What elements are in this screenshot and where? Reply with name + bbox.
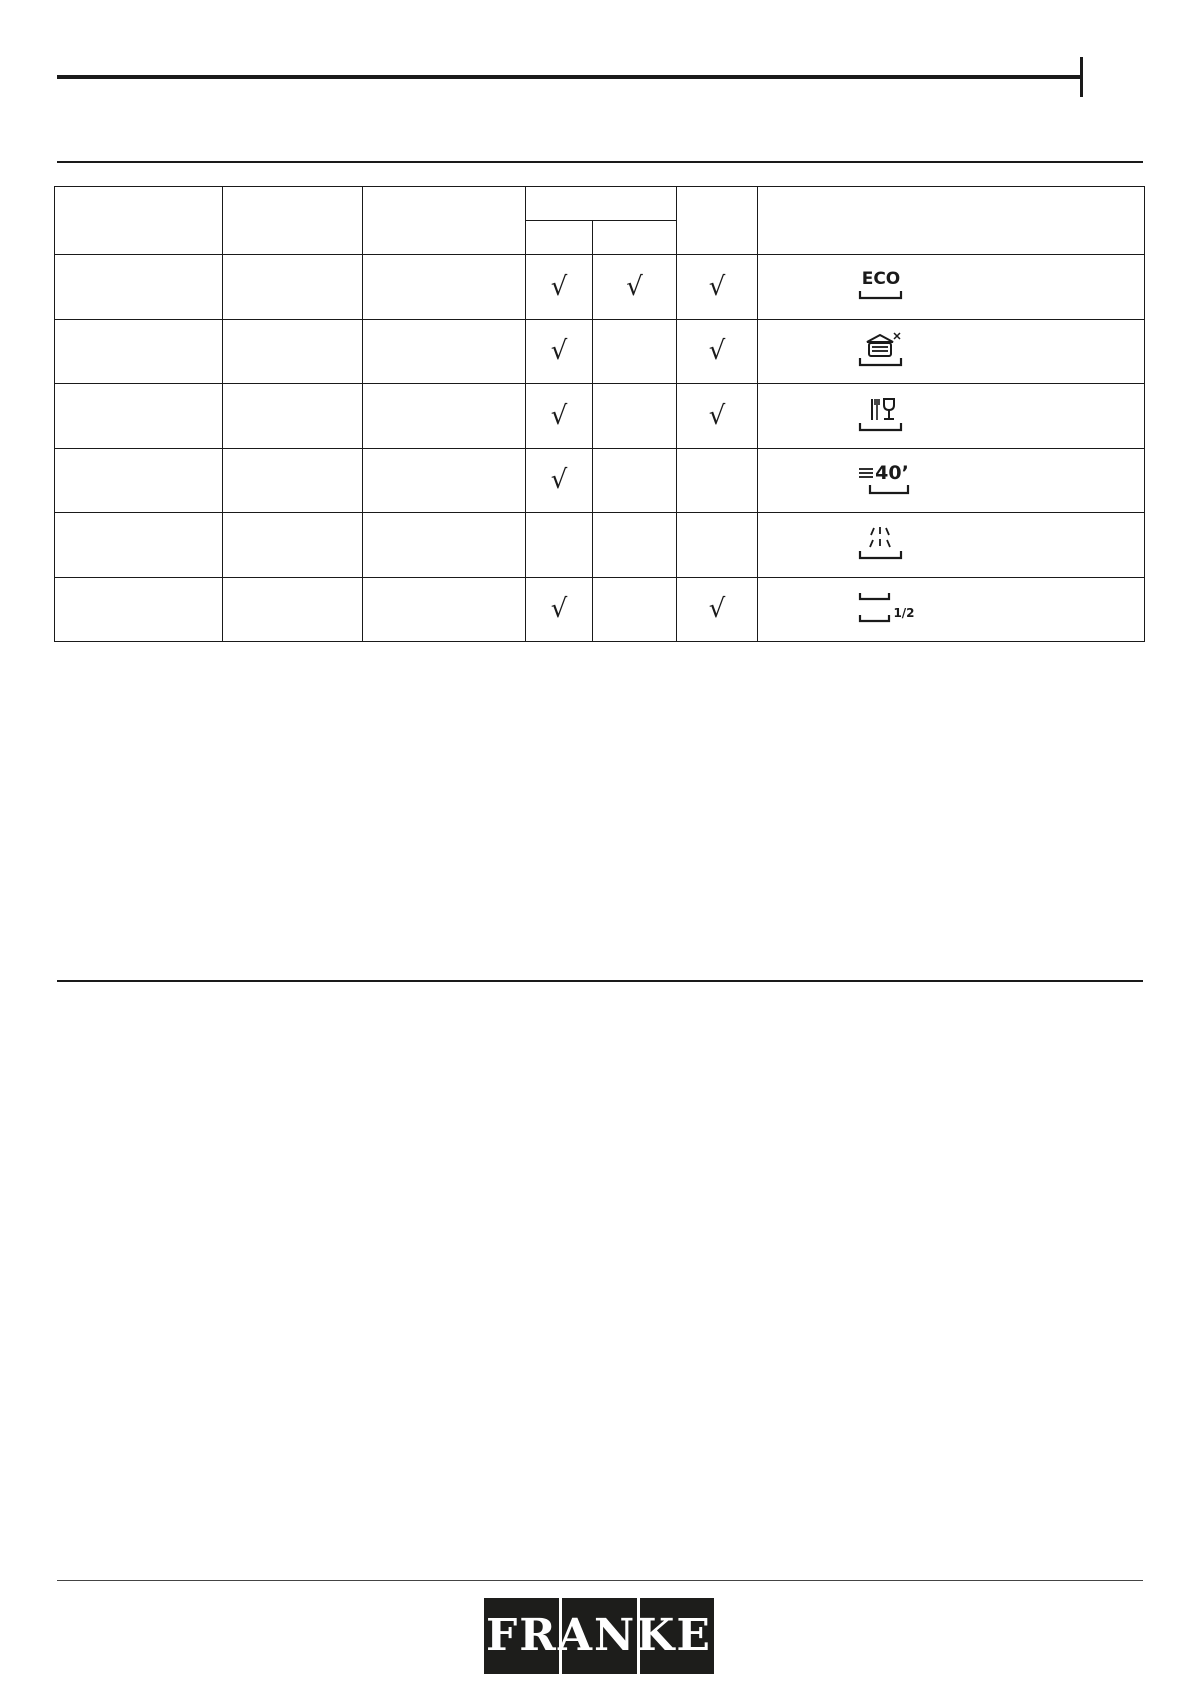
program-icon-cell	[758, 448, 1145, 513]
check-cell	[526, 319, 593, 384]
check-cell	[526, 384, 593, 449]
table-cell	[363, 513, 526, 578]
logo-text: FRANKE	[486, 1610, 712, 1661]
table-cell	[363, 255, 526, 320]
table-cell	[223, 384, 363, 449]
table-header-row	[55, 187, 1145, 221]
check-cell	[677, 448, 758, 513]
checkmark-icon: √	[708, 271, 726, 302]
header-cell	[223, 187, 363, 255]
table-cell	[363, 577, 526, 642]
check-cell	[526, 577, 593, 642]
header-cell	[55, 187, 223, 255]
subheader-cell	[593, 221, 677, 255]
table-row	[55, 513, 1145, 578]
checkmark-icon: √	[550, 336, 568, 367]
table-cell	[55, 513, 223, 578]
table-cell	[223, 577, 363, 642]
check-cell	[593, 513, 677, 578]
table-cell	[55, 448, 223, 513]
table-row	[55, 255, 1145, 320]
svg-text:40’: 40’	[875, 462, 909, 485]
section-divider-2	[57, 980, 1143, 982]
checkmark-icon: √	[550, 594, 568, 625]
header-cell-group	[526, 187, 677, 221]
check-cell	[526, 255, 593, 320]
svg-text:1/2: 1/2	[893, 606, 915, 621]
footer-divider	[57, 1580, 1143, 1581]
intensive-pot-icon	[848, 328, 918, 374]
program-table	[54, 186, 1145, 642]
svg-text:ECO: ECO	[861, 268, 901, 289]
program-icon-cell	[758, 577, 1145, 642]
table-row	[55, 319, 1145, 384]
check-cell	[593, 319, 677, 384]
check-cell	[677, 319, 758, 384]
program-icon-cell	[758, 384, 1145, 449]
table-cell	[223, 448, 363, 513]
program-icon-cell	[758, 319, 1145, 384]
check-cell	[593, 577, 677, 642]
check-cell	[677, 384, 758, 449]
checkmark-icon: √	[708, 594, 726, 625]
table-row	[55, 384, 1145, 449]
half-load-icon	[848, 586, 918, 632]
quick-40-icon	[848, 457, 918, 503]
check-cell	[677, 577, 758, 642]
table-cell	[363, 384, 526, 449]
header-cell	[677, 187, 758, 255]
subheader-cell	[526, 221, 593, 255]
checkmark-icon: √	[550, 465, 568, 496]
check-cell	[593, 384, 677, 449]
check-cell	[593, 255, 677, 320]
table-cell	[55, 255, 223, 320]
checkmark-icon: √	[626, 271, 643, 302]
eco-program-icon	[848, 264, 918, 310]
top-rule	[57, 75, 1082, 79]
header-cell	[363, 187, 526, 255]
table-row	[55, 577, 1145, 642]
table-cell	[55, 319, 223, 384]
table-cell	[223, 319, 363, 384]
top-rule-tick	[1080, 57, 1083, 97]
table-cell	[363, 448, 526, 513]
table-row	[55, 448, 1145, 513]
program-icon-cell	[758, 255, 1145, 320]
prewash-spray-icon	[848, 522, 918, 568]
checkmark-icon: √	[708, 336, 726, 367]
checkmark-icon: √	[708, 400, 726, 431]
check-cell	[593, 448, 677, 513]
delicate-cutlery-glass-icon	[848, 393, 918, 439]
header-cell	[758, 187, 1145, 255]
franke-logo	[484, 1598, 714, 1674]
table-cell	[363, 319, 526, 384]
table-cell	[223, 255, 363, 320]
table-cell	[55, 577, 223, 642]
check-cell	[677, 513, 758, 578]
checkmark-icon: √	[550, 271, 568, 302]
table-cell	[223, 513, 363, 578]
check-cell	[526, 513, 593, 578]
program-icon-cell	[758, 513, 1145, 578]
section-divider-1	[57, 161, 1143, 163]
check-cell	[677, 255, 758, 320]
table-cell	[55, 384, 223, 449]
checkmark-icon: √	[550, 400, 568, 431]
check-cell	[526, 448, 593, 513]
